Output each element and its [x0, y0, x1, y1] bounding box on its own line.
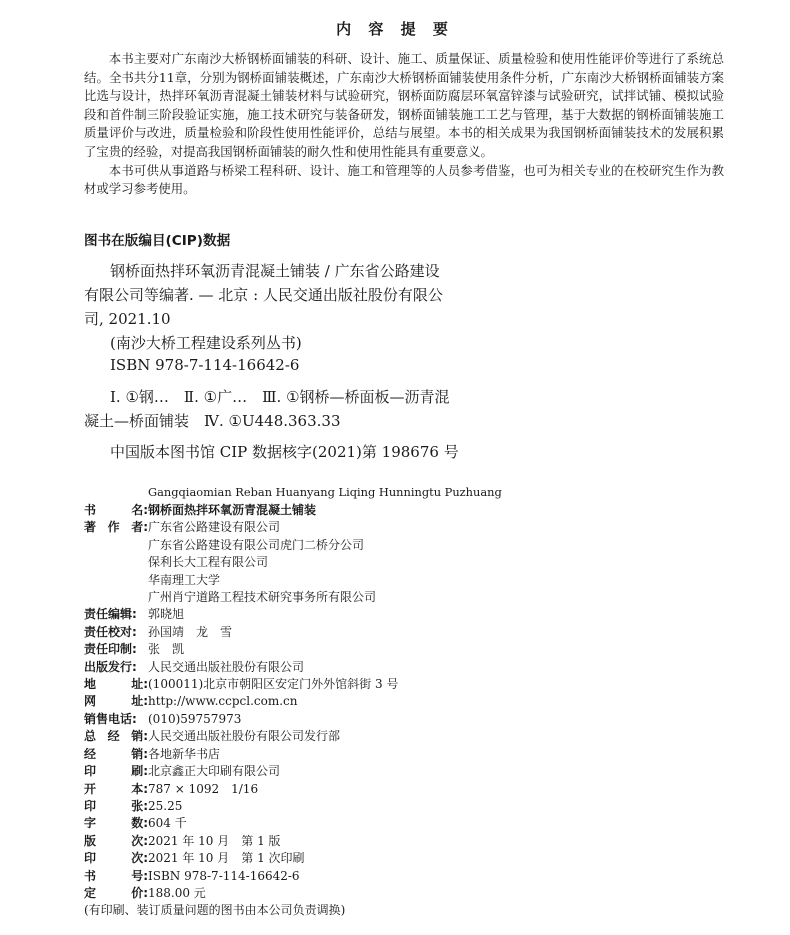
label: 印 刷: [84, 764, 148, 779]
colophon-printing [84, 850, 704, 867]
colophon-price [84, 885, 704, 902]
author-2: 广东省公路建设有限公司虎门二桥分公司 [148, 537, 365, 552]
colophon-book-title [84, 502, 704, 519]
cip-date-line: 司, 2021.10 [84, 310, 171, 328]
label: 总 经 销: [84, 729, 148, 744]
word-count-value: 604 千 [148, 816, 187, 831]
isbn-value: ISBN 978-7-114-16642-6 [148, 868, 300, 883]
label: 地 址: [84, 677, 148, 692]
author-1: 广东省公路建设有限公司 [148, 520, 281, 535]
sales-phone-value: (010)59757973 [148, 711, 242, 726]
cip-series-line: (南沙大桥工程建设系列丛书) [110, 334, 302, 352]
author-5: 广州肖宁道路工程技术研究事务所有限公司 [148, 590, 377, 605]
colophon-isbn [84, 868, 704, 885]
cip-record-number: 中国版本图书馆 CIP 数据核字(2021)第 198676 号 [110, 443, 459, 461]
label: 书 号: [84, 868, 148, 883]
label: 销售电话: [84, 711, 137, 726]
general-distributor-value: 人民交通出版社股份有限公司发行部 [148, 729, 341, 744]
label: 著 作 者: [84, 520, 148, 535]
author-4: 华南理工大学 [148, 572, 221, 587]
publisher-value: 人民交通出版社股份有限公司 [148, 659, 305, 674]
colophon-word-count [84, 815, 704, 832]
colophon [84, 502, 704, 920]
colophon-format [84, 781, 704, 798]
format-value: 787 × 1092 1/16 [148, 781, 259, 796]
cip-title-line: 钢桥面热拌环氧沥青混凝土铺装 / 广东省公路建设 [110, 262, 440, 280]
print-responsible-value: 张 凯 [148, 642, 185, 657]
label: 责任校对: [84, 624, 137, 639]
editor-value: 郭晓旭 [148, 607, 185, 622]
colophon-printer [84, 763, 704, 780]
colophon-sales-phone [84, 711, 704, 728]
proofreader-value: 孙国靖 龙 雪 [148, 624, 233, 639]
summary-paragraph-2: 本书可供从事道路与桥梁工程科研、设计、施工和管理等的人员参考借鉴，也可为相关专业的在校研究生作为教材或学习参考使用。 [84, 162, 724, 197]
label: 经 销: [84, 746, 148, 761]
colophon-publisher [84, 659, 704, 676]
quality-notice: (有印刷、装订质量问题的图书由本公司负责调换) [84, 903, 346, 918]
edition-value: 2021 年 10 月 第 1 版 [148, 833, 281, 848]
sheets-value: 25.25 [148, 798, 183, 813]
price-value: 188.00 元 [148, 885, 206, 900]
printer-value: 北京鑫正大印刷有限公司 [148, 764, 281, 779]
summary-paragraph-1: 本书主要对广东南沙大桥钢桥面铺装的科研、设计、施工、质量保证、质量检验和使用性能评价等进行了系统总结。全书共分11章，分别为钢桥面铺装概述，广东南沙大桥钢桥面铺装使用条件分析，广东南沙大桥钢桥面铺装方案比选与设计，热拌环氧沥青混凝土铺装材料与试验研究，钢桥面防腐层环氧富锌漆与试验研究，试拌试铺、模拟试验段和首件制三阶段验证实施，施工技术研究与装备研发，钢桥面铺装施工工艺与管理，基于大数据的钢桥面铺装施工质量评价与改进，质量检验和阶段性使用性能评价，总结与展望。本书的相关成果为我国钢桥面铺装技术的发展积累了宝贵的经验，对提高我国钢桥面铺装的耐久性和使用性能具有重要意义。 [84, 51, 724, 159]
summary-title: 内 容 提 要 [336, 20, 454, 38]
cip-authors-line: 有限公司等编著. — 北京 : 人民交通出版社股份有限公 [84, 286, 443, 304]
colophon-edition [84, 833, 704, 850]
colophon-authors [84, 519, 704, 536]
label: 出版发行: [84, 659, 137, 674]
colophon-distributor [84, 746, 704, 763]
colophon-sheets [84, 798, 704, 815]
label: 定 价: [84, 885, 148, 900]
colophon-address [84, 676, 704, 693]
colophon-general-distributor [84, 728, 704, 745]
colophon-website [84, 693, 704, 710]
summary-section [84, 50, 724, 199]
website-value: http://www.ccpcl.com.cn [148, 694, 298, 709]
book-title-value: 钢桥面热拌环氧沥青混凝土铺装 [148, 503, 317, 517]
cip-heading: 图书在版编目(CIP)数据 [84, 233, 231, 249]
cip-classification-line: Ⅰ. ①钢… Ⅱ. ①广… Ⅲ. ①钢桥—桥面板—沥青混 [110, 388, 450, 406]
cip-isbn-line: ISBN 978-7-114-16642-6 [110, 356, 300, 374]
colophon-editor [84, 606, 704, 623]
address-value: (100011)北京市朝阳区安定门外外馆斜街 3 号 [148, 677, 399, 692]
label: 责任印制: [84, 642, 137, 657]
label: 印 张: [84, 798, 148, 813]
label: 责任编辑: [84, 607, 137, 622]
label: 字 数: [84, 816, 148, 831]
printing-value: 2021 年 10 月 第 1 次印刷 [148, 851, 305, 866]
label: 印 次: [84, 851, 148, 866]
colophon-proofreader [84, 624, 704, 641]
label: 书 名: [84, 503, 148, 517]
author-3: 保利长大工程有限公司 [148, 555, 269, 570]
book-title-pinyin: Gangqiaomian Reban Huanyang Liqing Hunningtu Puzhuang [148, 485, 502, 499]
colophon-print-responsible [84, 641, 704, 658]
distributor-value: 各地新华书店 [148, 746, 221, 761]
label: 网 址: [84, 694, 148, 709]
cip-classification-line-2: 凝土—桥面铺装 Ⅳ. ①U448.363.33 [84, 412, 341, 430]
label: 开 本: [84, 781, 148, 796]
label: 版 次: [84, 833, 148, 848]
